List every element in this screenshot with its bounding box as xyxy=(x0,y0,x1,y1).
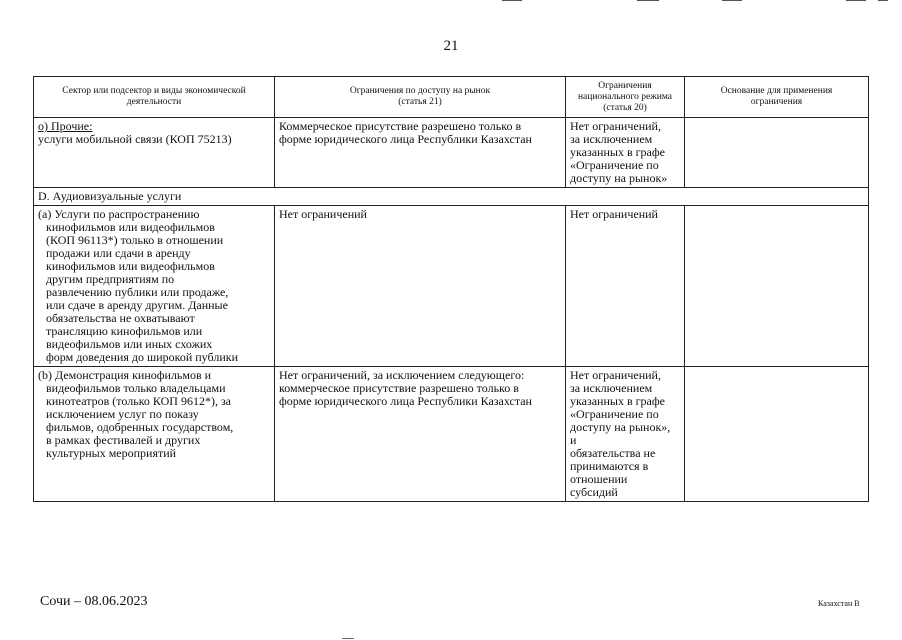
table-row-other xyxy=(34,118,869,188)
header-national-treatment: Ограничения национального режима (статья 20) xyxy=(566,77,685,118)
cell-basis-other xyxy=(685,118,869,188)
market-access-b-line2: коммерческое присутствие разрешено только в форме юридического лица Республики Казахстан xyxy=(279,381,532,408)
header-basis: Основание для применения ограничения xyxy=(685,77,869,118)
header-sector: Сектор или подсектор и виды экономической деятельности xyxy=(34,77,275,118)
cell-sector-b: (b) Демонстрация кинофильмов и видеофильмов только владельцами кинотеатров (только КОП 9612*), за исключением услуг по показу фильмов, одобренных государством, в рамках фестивалей и других культурных мероприятий xyxy=(34,367,275,502)
header-market-access: Ограничения по доступу на рынок (статья 21) xyxy=(275,77,566,118)
section-title-audiovisual: D. Аудиовизуальные услуги xyxy=(34,188,869,206)
cell-sector-a: (a) Услуги по распространению кинофильмов или видеофильмов (КОП 96113*) только в отношении продажи или сдачи в аренду кинофильмов или видеофильмов другим предприятиям по развлечению публики или продаже, или сдаче в аренду другим. Данные обязательства не охватывают трансляцию кинофильмов или видеофильмов или иных схожих форм доведения до широкой публики xyxy=(34,206,275,367)
page-number: 21 xyxy=(443,38,459,54)
cell-national-treatment-b: Нет ограничений, за исключением указанных в графе «Ограничение по доступу на рынок», и обязательства не принимаются в отношении субсидий xyxy=(566,367,685,502)
table-header-row xyxy=(34,77,869,118)
cell-sector-other xyxy=(34,118,275,188)
footer-location-date: Сочи – 08.06.2023 xyxy=(40,594,148,609)
cell-basis-b xyxy=(685,367,869,502)
cell-market-access-other: Коммерческое присутствие разрешено только в форме юридического лица Республики Казахстан xyxy=(275,118,566,188)
footer-country-label: Казахстан B xyxy=(818,599,860,608)
cell-basis-a xyxy=(685,206,869,367)
table-row-b xyxy=(34,367,869,502)
table-row-a xyxy=(34,206,869,367)
commitments-table xyxy=(33,76,869,502)
cell-market-access-a: Нет ограничений xyxy=(275,206,566,367)
subsection-title-other: o) Прочие: xyxy=(38,119,93,133)
cell-national-treatment-a: Нет ограничений xyxy=(566,206,685,367)
section-row-audiovisual xyxy=(34,188,869,206)
market-access-b-line1: Нет ограничений, за исключением следующего: xyxy=(279,368,525,382)
cell-market-access-b xyxy=(275,367,566,502)
sector-text-other: услуги мобильной связи (КОП 75213) xyxy=(38,132,232,146)
bottom-scan-mark xyxy=(342,638,354,639)
cell-national-treatment-other: Нет ограничений, за исключением указанных в графе «Ограничение по доступу на рынок» xyxy=(566,118,685,188)
